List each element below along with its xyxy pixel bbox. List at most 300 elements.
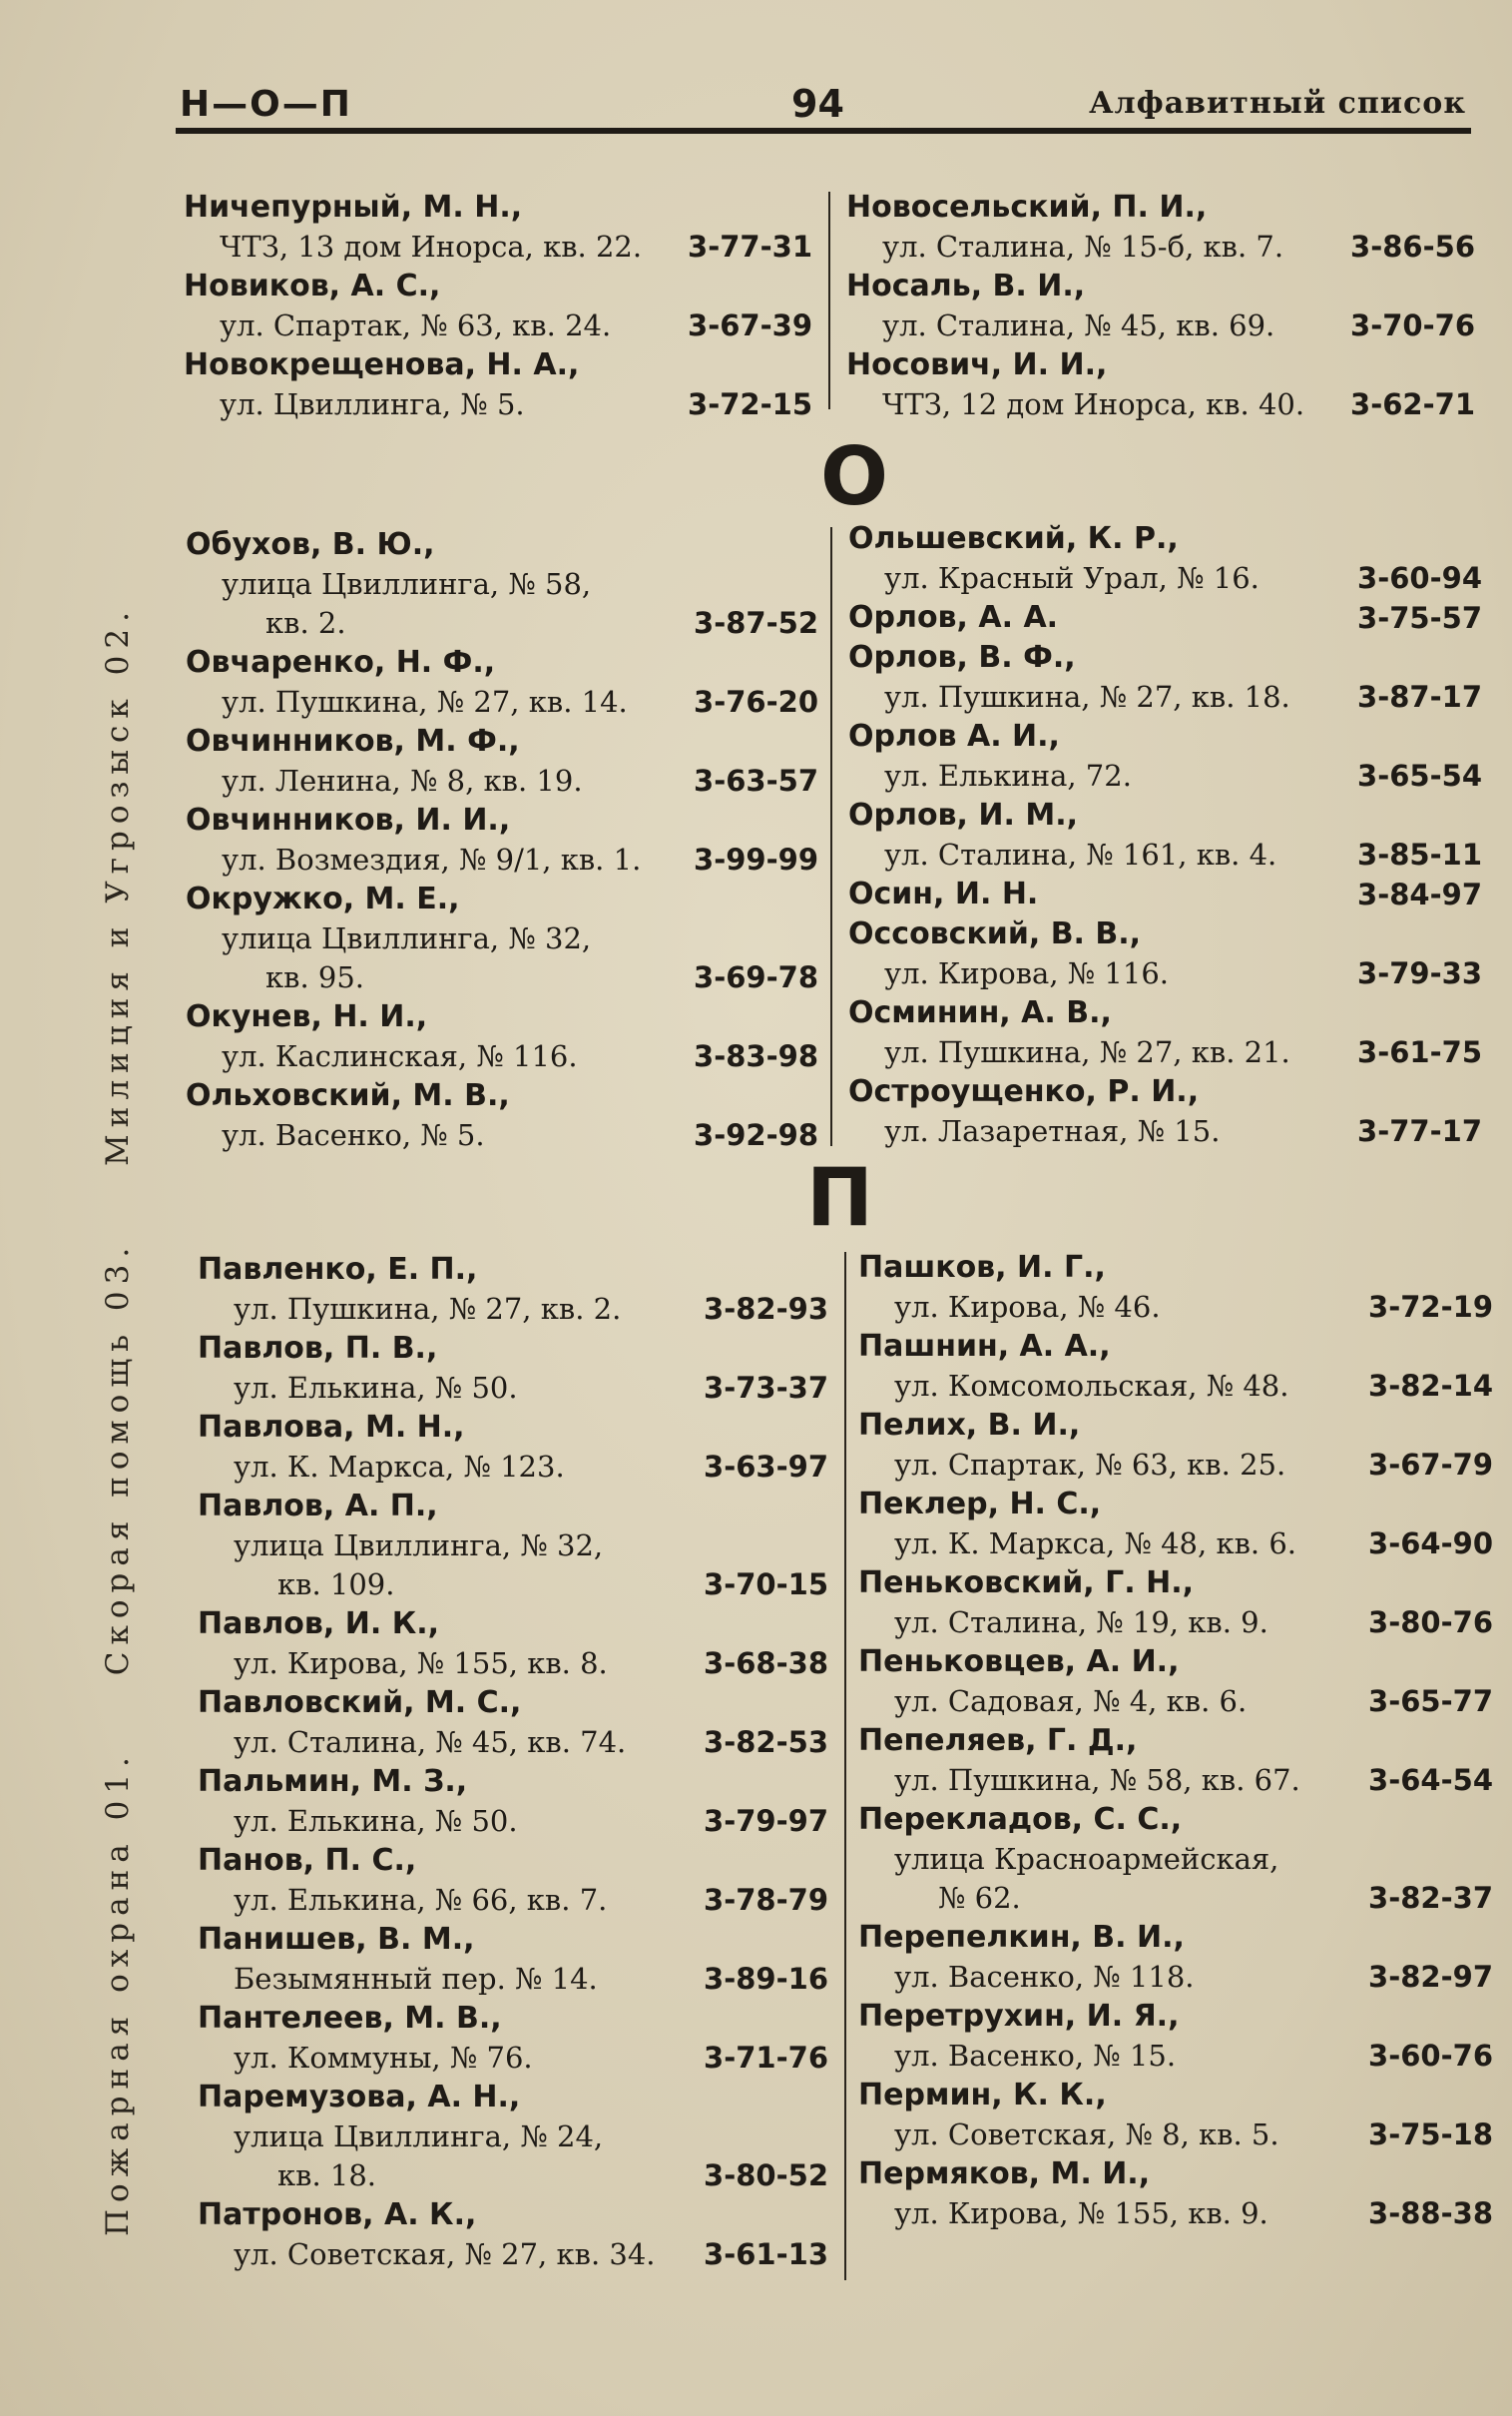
entry-name [198,1920,828,1960]
entry-address: улица Цвиллинга, № 24, [234,2119,604,2153]
entry-address-line [186,919,818,958]
entry-address-line [846,306,1475,345]
entry-name-text: Окружко, М. Е., [186,882,460,916]
directory-entry [198,1408,828,1487]
p-left-column [198,1250,828,2274]
entry-address: ул. Сталина, № 45, кв. 74. [234,1725,627,1759]
entry-name-text: Орлов А. И., [848,719,1060,754]
entry-phone: 3-61-75 [1357,1035,1482,1069]
entry-address: ул. Коммуны, № 76. [234,2041,533,2075]
entry-address: ул. Кирова, № 155, кв. 9. [894,2196,1268,2230]
o-right-column [848,519,1482,1151]
entry-address: ул. Елькина, № 66, кв. 7. [234,1883,608,1917]
entry-name [198,1999,828,2039]
entry-address-line [186,565,818,604]
entry-address-line [198,1802,828,1841]
entry-address: ул. Сталина, № 45, кв. 69. [882,308,1275,342]
entry-address: улица Красноармейская, [894,1842,1279,1876]
entry-address-line [198,1644,828,1683]
entry-phone: 3-80-52 [704,2158,828,2192]
directory-entry [858,2154,1493,2233]
side-ambulance-text: Скорая помощь 03. [100,1240,136,1676]
entry-name-text: Носович, И. И., [846,347,1108,382]
entry-name [858,1563,1493,1603]
entry-address-line [198,1723,828,1762]
entry-address-line [186,604,818,643]
entry-name [186,997,818,1037]
directory-entry [848,638,1482,717]
entry-phone: 3-70-76 [1350,308,1475,342]
entry-address: ул. Спартак, № 63, кв. 24. [220,308,612,342]
entry-name [198,1408,828,1448]
entry-name [198,1683,828,1723]
entry-address-line [858,1524,1493,1563]
entry-name [186,722,818,762]
entry-address-line [848,954,1482,993]
entry-address: улица Цвиллинга, № 58, [222,567,592,601]
entry-name [848,993,1482,1033]
entry-address-line [186,958,818,997]
entry-phone: 3-68-38 [704,1646,828,1680]
entry-address-line [198,1526,828,1565]
entry-address: ул. Пушкина, № 27, кв. 21. [884,1035,1290,1069]
entry-address-line [184,306,812,345]
entry-phone: 3-64-54 [1368,1763,1493,1797]
directory-entry [198,1762,828,1841]
entry-address: ул. Пушкина, № 27, кв. 2. [234,1292,622,1326]
entry-name [848,1072,1482,1112]
entry-name [858,1642,1493,1682]
entry-name [858,1406,1493,1446]
directory-entry [198,1999,828,2078]
entry-address-line [186,841,818,880]
entry-address-line [858,2037,1493,2076]
n-left-column [184,188,812,424]
entry-phone: 3-61-13 [704,2237,828,2271]
entry-name-text: Пашнин, А. А., [858,1329,1111,1364]
entry-address: ул. Садовая, № 4, кв. 6. [894,1684,1248,1718]
entry-name [858,2076,1493,2115]
entry-address-line [858,2194,1493,2233]
entry-address-line [858,1840,1493,1879]
entry-phone: 3-84-97 [1357,878,1482,911]
page-number: 94 [791,82,844,126]
entry-address-line [198,1448,828,1487]
directory-entry [846,345,1475,424]
entry-address-line [848,757,1482,796]
entry-name-text: Ольховский, М. В., [186,1078,510,1113]
entry-address: № 62. [938,1881,1021,1915]
entry-address: ул. Елькина, № 50. [234,1804,518,1838]
entry-address-line [858,1446,1493,1485]
entry-address-line [184,228,812,267]
entry-name-text: Новокрещенова, Н. А., [184,347,580,382]
entry-address-line [198,1290,828,1329]
entry-name-text: Орлов, И. М., [848,798,1078,833]
entry-name-text: Носаль, В. И., [846,269,1086,303]
entry-name-text: Павловский, М. С., [198,1685,522,1720]
entry-address-line [858,1288,1493,1327]
entry-name-text: Орлов, А. А. [848,600,1059,635]
directory-entry [848,993,1482,1072]
entry-address: ул. Лазаретная, № 15. [884,1114,1221,1148]
entry-address: кв. 109. [277,1567,395,1601]
entry-name-text: Пеньковцев, А. И., [858,1644,1180,1679]
directory-entry [848,875,1482,914]
column-divider-n [828,192,830,409]
column-divider-o [830,527,832,1146]
page-header [178,70,1470,128]
entry-address-line [858,1682,1493,1721]
entry-name [848,519,1482,559]
entry-address: ул. Пушкина, № 27, кв. 18. [884,680,1290,714]
directory-entry [858,1800,1493,1918]
entry-name-text: Перекладов, С. С., [858,1802,1183,1837]
entry-address: ул. Возмездия, № 9/1, кв. 1. [222,843,642,877]
entry-address: улица Цвиллинга, № 32, [222,921,592,955]
section-letter-p: П [806,1151,873,1244]
entry-name [184,267,812,306]
entry-name [848,914,1482,954]
entry-name-text: Павлов, А. П., [198,1489,438,1523]
entry-phone: 3-82-53 [704,1725,828,1759]
entry-name [198,1762,828,1802]
entry-name-text: Патронов, А. К., [198,2197,477,2232]
directory-entry [858,1327,1493,1406]
directory-entry [186,525,818,643]
entry-address: ул. Кирова, № 46. [894,1290,1161,1324]
entry-name [858,2154,1493,2194]
entry-name [186,801,818,841]
directory-entry [186,722,818,801]
entry-name-text: Павленко, Е. П., [198,1252,478,1287]
entry-name [198,1250,828,1290]
directory-entry [858,1485,1493,1563]
entry-name [198,2195,828,2235]
entry-name-text: Окунев, Н. И., [186,999,428,1034]
directory-entry [846,188,1475,267]
entry-address-line [858,1879,1493,1918]
entry-address-line [846,385,1475,424]
side-police-text: Милиция и Угрозыск 02. [100,605,136,1166]
entry-name [184,345,812,385]
entry-name-text: Овчаренко, Н. Ф., [186,645,496,680]
entry-name [186,643,818,683]
entry-phone: 3-85-11 [1357,838,1482,872]
entry-name [198,1329,828,1369]
entry-name-text: Ольшевский, К. Р., [848,521,1179,556]
directory-entry [184,345,812,424]
entry-name-text: Панишев, В. М., [198,1922,475,1957]
entry-address-line [858,1958,1493,1997]
entry-address-line [848,836,1482,875]
directory-entry [198,1920,828,1999]
entry-address: ул. Кирова, № 116. [884,956,1170,990]
entry-address: ул. Елькина, 72. [884,759,1132,793]
entry-address-line [846,228,1475,267]
entry-phone: 3-87-17 [1357,680,1482,714]
entry-phone: 3-76-20 [694,685,818,719]
entry-address-line [198,1881,828,1920]
directory-entry [184,267,812,345]
directory-entry [858,1918,1493,1997]
entry-address: ул. Васенко, № 15. [894,2039,1177,2073]
header-title: Алфавитный список [1089,86,1466,121]
entry-name [858,1248,1493,1288]
entry-address-line [184,385,812,424]
entry-phone: 3-73-37 [704,1371,828,1405]
entry-name [858,1327,1493,1367]
entry-name [848,717,1482,757]
entry-address: ул. Спартак, № 63, кв. 25. [894,1448,1286,1482]
entry-phone: 3-67-79 [1368,1448,1493,1482]
entry-name-text: Пепеляев, Г. Д., [858,1723,1138,1758]
entry-name [198,1604,828,1644]
entry-name-text: Панов, П. С., [198,1843,417,1878]
entry-name [846,188,1475,228]
entry-address: ул. Пушкина, № 27, кв. 14. [222,685,628,719]
directory-entry [858,1248,1493,1327]
header-letters: Н—О—П [180,84,352,125]
entry-phone: 3-82-97 [1368,1960,1493,1994]
entry-address: ул. Васенко, № 5. [222,1118,485,1152]
section-letter-o: О [820,430,889,523]
side-fire-text: Пожарная охрана 01. [100,1750,136,2236]
entry-name [858,1918,1493,1958]
entry-phone: 3-78-79 [704,1883,828,1917]
entry-phone: 3-60-94 [1357,561,1482,595]
entry-name-text: Обухов, В. Ю., [186,527,435,562]
entry-phone: 3-92-98 [694,1118,818,1152]
directory-entry [186,880,818,997]
entry-address: ул. К. Маркса, № 123. [234,1450,565,1484]
entry-name-text: Пермин, К. К., [858,2078,1107,2113]
entry-address: улица Цвиллинга, № 32, [234,1528,604,1562]
entry-name-text: Остроущенко, Р. И., [848,1074,1200,1109]
entry-address-line [848,1033,1482,1072]
entry-phone: 3-83-98 [694,1039,818,1073]
directory-entry [848,519,1482,598]
directory-entry [848,1072,1482,1151]
entry-phone: 3-82-37 [1368,1881,1493,1915]
entry-name-text: Новосельский, П. И., [846,190,1208,225]
directory-entry [858,2076,1493,2154]
entry-phone: 3-77-31 [688,230,812,264]
entry-address-line [848,1112,1482,1151]
entry-phone: 3-86-56 [1350,230,1475,264]
entry-phone: 3-65-77 [1368,1684,1493,1718]
entry-name-text: Овчинников, М. Ф., [186,724,520,759]
entry-address-line [848,559,1482,598]
directory-entry [848,598,1482,638]
directory-entry [198,1841,828,1920]
entry-name-text: Павлов, П. В., [198,1331,438,1366]
entry-name-text: Паремузова, А. Н., [198,2080,521,2114]
entry-address-line [186,1116,818,1155]
entry-address-line [198,2235,828,2274]
directory-entry [858,1997,1493,2076]
entry-phone: 3-89-16 [704,1962,828,1996]
entry-address-line [858,1761,1493,1800]
entry-name-text: Павлов, И. К., [198,1606,440,1641]
entry-address: ул. Пушкина, № 58, кв. 67. [894,1763,1300,1797]
entry-address: кв. 2. [265,606,346,640]
directory-entry [858,1721,1493,1800]
entry-phone: 3-70-15 [704,1567,828,1601]
entry-name [186,880,818,919]
entry-address-line [198,2156,828,2195]
entry-phone: 3-65-54 [1357,759,1482,793]
entry-name [848,875,1482,914]
entry-address: ул. Сталина, № 161, кв. 4. [884,838,1277,872]
entry-address: ул. Цвиллинга, № 5. [220,387,525,421]
entry-name-text: Перепелкин, В. И., [858,1920,1185,1955]
entry-address: ул. Комсомольская, № 48. [894,1369,1289,1403]
entry-name-text: Овчинников, И. И., [186,803,511,838]
entry-name [848,598,1482,638]
entry-address: ул. Елькина, № 50. [234,1371,518,1405]
entry-address: ул. Васенко, № 118. [894,1960,1195,1994]
entry-address-line [858,2115,1493,2154]
entry-name-text: Новиков, А. С., [184,269,441,303]
entry-phone: 3-99-99 [694,843,818,877]
entry-name [858,1800,1493,1840]
entry-name-text: Пашков, И. Г., [858,1250,1106,1285]
entry-address-line [198,2039,828,2078]
directory-entry [848,717,1482,796]
directory-entry [184,188,812,267]
directory-entry [198,1683,828,1762]
entry-phone: 3-63-57 [694,764,818,798]
entry-address-line [198,1960,828,1999]
entry-address-line [186,1037,818,1076]
entry-name-text: Осминин, А. В., [848,995,1112,1030]
side-emergency-numbers [100,547,136,2236]
entry-name-text: Павлова, М. Н., [198,1410,465,1445]
entry-address: ул. Советская, № 27, кв. 34. [234,2237,656,2271]
entry-phone: 3-75-57 [1357,601,1482,635]
entry-name-text: Пантелеев, М. В., [198,2001,502,2036]
n-right-column [846,188,1475,424]
entry-address: ЧТЗ, 12 дом Инорса, кв. 40. [882,387,1305,421]
entry-phone: 3-72-19 [1368,1290,1493,1324]
entry-address-line [186,683,818,722]
entry-address: Безымянный пер. № 14. [234,1962,598,1996]
p-right-column [858,1248,1493,2233]
entry-address: ул. Советская, № 8, кв. 5. [894,2117,1279,2151]
entry-name [198,1841,828,1881]
entry-address-line [198,2117,828,2156]
entry-name-text: Пеньковский, Г. Н., [858,1565,1194,1600]
entry-address: ЧТЗ, 13 дом Инорса, кв. 22. [220,230,643,264]
directory-entry [198,2195,828,2274]
directory-entry [198,1250,828,1329]
entry-name [858,1721,1493,1761]
directory-entry [848,914,1482,993]
entry-phone: 3-71-76 [704,2041,828,2075]
directory-entry [186,643,818,722]
directory-entry [858,1563,1493,1642]
entry-phone: 3-82-14 [1368,1369,1493,1403]
entry-name-text: Перетрухин, И. Я., [858,1999,1180,2034]
entry-address: кв. 95. [265,960,365,994]
directory-entry [198,2078,828,2195]
entry-address: ул. Сталина, № 19, кв. 9. [894,1605,1268,1639]
entry-name [198,1487,828,1526]
entry-phone: 3-72-15 [688,387,812,421]
entry-phone: 3-62-71 [1350,387,1475,421]
entry-name-text: Орлов, В. Ф., [848,640,1076,675]
entry-phone: 3-88-38 [1368,2196,1493,2230]
column-divider-p [844,1252,846,2280]
entry-phone: 3-75-18 [1368,2117,1493,2151]
entry-name-text: Ничепурный, М. Н., [184,190,523,225]
entry-phone: 3-77-17 [1357,1114,1482,1148]
entry-address: кв. 18. [277,2158,377,2192]
entry-address: ул. Кирова, № 155, кв. 8. [234,1646,608,1680]
directory-entry [186,997,818,1076]
entry-name [858,1485,1493,1524]
entry-phone: 3-79-97 [704,1804,828,1838]
entry-name [186,525,818,565]
entry-address-line [848,678,1482,717]
directory-entry [198,1604,828,1683]
entry-phone: 3-64-90 [1368,1526,1493,1560]
directory-entry [858,1642,1493,1721]
entry-address-line [198,1369,828,1408]
entry-name [846,345,1475,385]
entry-name [846,267,1475,306]
entry-name [848,638,1482,678]
entry-name [198,2078,828,2117]
entry-address: ул. Каслинская, № 116. [222,1039,578,1073]
entry-name-text: Осин, И. Н. [848,877,1039,911]
entry-address-line [198,1565,828,1604]
entry-phone: 3-60-76 [1368,2039,1493,2073]
entry-phone: 3-63-97 [704,1450,828,1484]
directory-entry [186,1076,818,1155]
entry-name-text: Пермяков, М. И., [858,2156,1151,2191]
directory-entry [858,1406,1493,1485]
entry-phone: 3-82-93 [704,1292,828,1326]
entry-phone: 3-69-78 [694,960,818,994]
entry-name [848,796,1482,836]
entry-name-text: Пальмин, М. З., [198,1764,468,1799]
entry-phone: 3-87-52 [694,606,818,640]
directory-entry [198,1487,828,1604]
entry-phone: 3-80-76 [1368,1605,1493,1639]
entry-name-text: Пеклер, Н. С., [858,1487,1102,1521]
directory-entry [198,1329,828,1408]
entry-name-text: Оссовский, В. В., [848,916,1142,951]
entry-address: ул. Красный Урал, № 16. [884,561,1260,595]
entry-name [184,188,812,228]
entry-phone: 3-67-39 [688,308,812,342]
entry-address-line [858,1603,1493,1642]
o-left-column [186,525,818,1155]
header-rule [176,128,1471,134]
entry-address: ул. К. Маркса, № 48, кв. 6. [894,1526,1296,1560]
entry-address: ул. Сталина, № 15-б, кв. 7. [882,230,1284,264]
entry-phone: 3-79-33 [1357,956,1482,990]
entry-address-line [186,762,818,801]
entry-name [858,1997,1493,2037]
entry-address: ул. Ленина, № 8, кв. 19. [222,764,583,798]
directory-entry [848,796,1482,875]
directory-entry [846,267,1475,345]
directory-entry [186,801,818,880]
entry-name-text: Пелих, В. И., [858,1408,1081,1443]
